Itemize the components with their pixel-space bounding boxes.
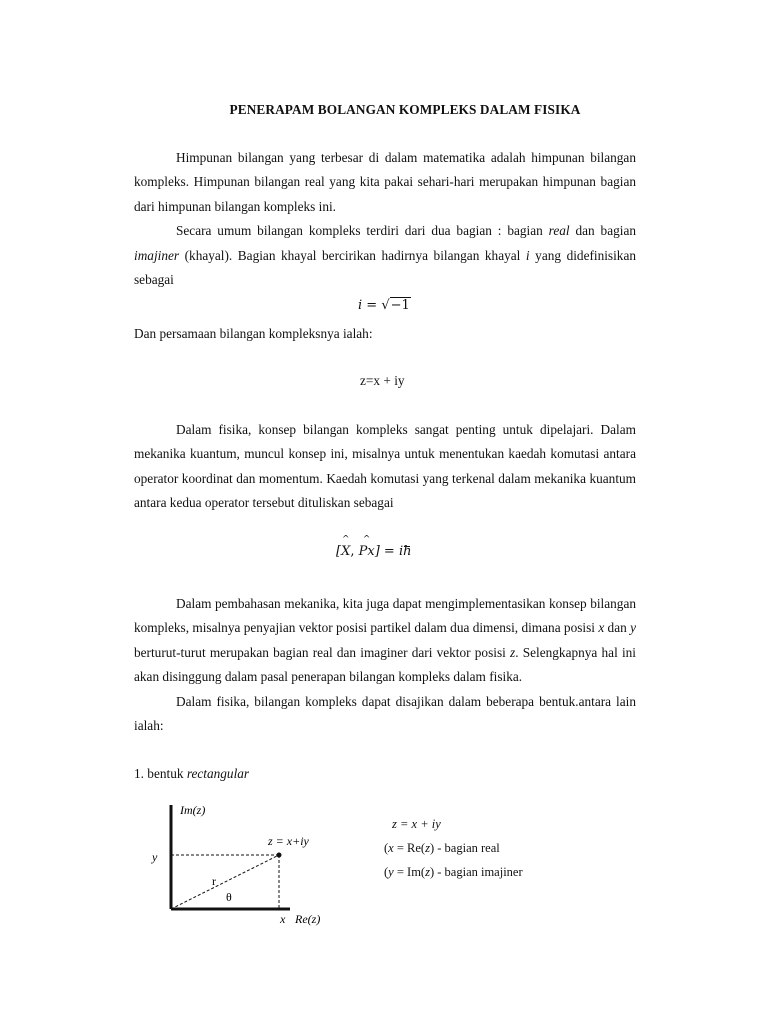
definition-z: z = x + iy <box>392 817 441 831</box>
paragraph-2: Secara umum bilangan kompleks terdiri dari dua bagian : bagian real dan bagian imajiner (khayal). Bagian khayal bercirikan hadirnya bilangan khayal i yang didefinisikan sebagai <box>134 223 636 288</box>
definition-real-part: (x = Re(z) - bagian real <box>384 841 500 855</box>
im-axis-label: Im(z) <box>180 803 206 817</box>
paragraph-5: Dalam pembahasan mekanika, kita juga dapat mengimplementasikan konsep bilangan kompleks, misalnya penyajian vektor posisi partikel dalam dua dimensi, dimana posisi x dan y berturut-turut merupakan bagian real dan imaginer dari vektor posisi z. Selengkapnya hal ini akan disinggung dalam pasal penerapan bilangan kompleks dalam fisika. <box>134 596 636 685</box>
list-item-rectangular: 1. bentuk rectangular <box>134 766 250 781</box>
z-point-label: z = x+iy <box>268 834 309 848</box>
equation-imaginary-unit: i = √−1 <box>358 298 410 313</box>
y-value-label: y <box>152 850 158 864</box>
rectangular-definitions <box>384 812 523 884</box>
paragraph-5-block <box>134 592 636 738</box>
re-axis-label: Re(z) <box>295 912 321 926</box>
paragraph-1: Himpunan bilangan yang terbesar di dalam matematika adalah himpunan bilangan kompleks. Himpunan bilangan real yang kita pakai sehari-hari merupakan himpunan bagian dari himpunan bilangan kompleks ini. <box>134 150 636 214</box>
paragraph-3: Dan persamaan bilangan kompleksnya ialah: <box>134 326 373 341</box>
radius-label: r <box>212 874 216 888</box>
complex-point <box>277 853 282 858</box>
paragraph-4-block <box>134 418 636 516</box>
complex-plane-diagram <box>140 795 360 935</box>
equation-commutation: [ ^ X, ^ Px] = i h <box>336 535 412 559</box>
paragraph-intro-block <box>134 146 636 292</box>
x-value-label: x <box>280 912 286 926</box>
document-title: PENERAPAM BOLANGAN KOMPLEKS DALAM FISIKA <box>229 102 581 117</box>
definition-imaginary-part: (y = Im(z) - bagian imajiner <box>384 865 523 879</box>
theta-label: θ <box>226 890 232 904</box>
radius-vector <box>171 855 279 909</box>
paragraph-4: Dalam fisika, konsep bilangan kompleks sangat penting untuk dipelajari. Dalam mekanika kuantum, muncul konsep ini, misalnya untuk menentukan kaedah komutasi antara operator koordinat dan momentum. Kaedah komutasi yang terkenal dalam mekanika kuantum antara kedua operator tersebut dituliskan sebagai <box>134 422 636 511</box>
equation-complex-form: z=x + iy <box>360 373 405 388</box>
paragraph-6: Dalam fisika, bilangan kompleks dapat disajikan dalam beberapa bentuk.antara lain ialah: <box>134 693 636 734</box>
